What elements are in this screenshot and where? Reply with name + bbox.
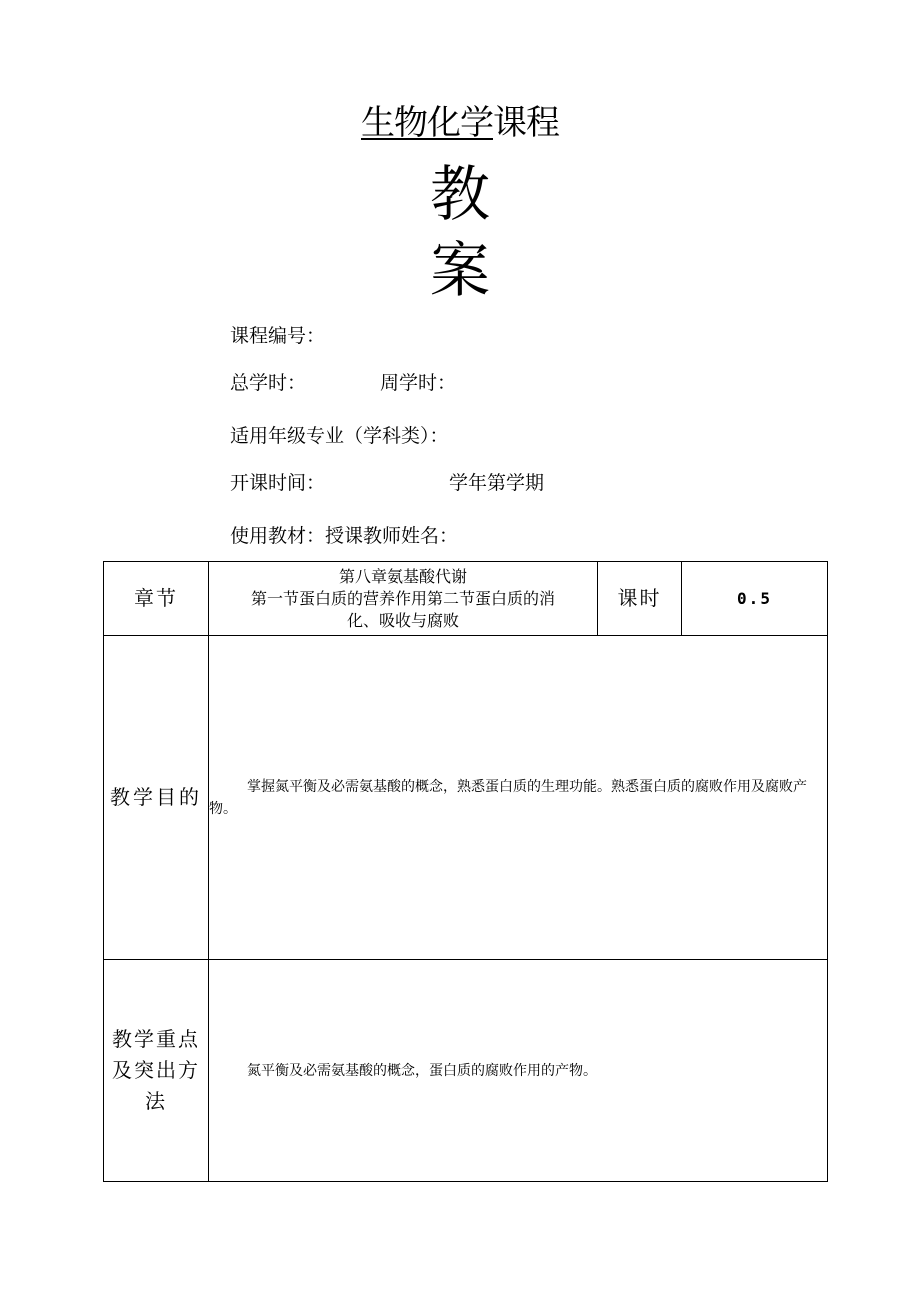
chapter-content xyxy=(209,562,598,636)
chapter-title: 第八章氨基酸代谢 xyxy=(338,566,467,586)
objective-text-cell xyxy=(209,636,828,960)
course-title-suffix: 课程 xyxy=(493,103,559,143)
keypoints-label-line3: 法 xyxy=(145,1089,167,1113)
keypoints-label-line1: 教学重点 xyxy=(112,1027,200,1051)
course-code-label: 课程编号： xyxy=(230,325,326,347)
course-code-line xyxy=(230,323,325,349)
big-title-char-2: 案 xyxy=(430,236,490,306)
textbook-label: 使用教材： xyxy=(230,525,326,547)
lesson-plan-table xyxy=(103,561,828,1182)
keypoints-label-line2: 及突出方 xyxy=(112,1058,200,1082)
chapter-sections-cont: 化、吸收与腐败 xyxy=(346,610,459,630)
hours-line xyxy=(230,370,456,396)
objective-row xyxy=(104,636,828,960)
hours-value: 0.5 xyxy=(682,562,828,636)
keypoints-label xyxy=(104,960,209,1182)
grade-major-line xyxy=(230,423,449,449)
keypoints-text-cell xyxy=(209,960,828,1182)
start-time-label: 开课时间： xyxy=(230,472,326,494)
weekly-hours-label: 周学时： xyxy=(380,372,457,394)
term-label: 学年第学期 xyxy=(449,472,545,494)
chapter-label: 章节 xyxy=(104,562,209,636)
course-title-subject: 生物化学 xyxy=(361,103,493,143)
course-title xyxy=(0,100,920,146)
total-hours-label: 总学时： xyxy=(230,372,307,394)
grade-major-label: 适用年级专业（学科类）： xyxy=(230,425,449,447)
start-time-line xyxy=(230,470,544,496)
chapter-sections: 第一节蛋白质的营养作用第二节蛋白质的消 xyxy=(250,588,555,608)
big-title-char-1: 教 xyxy=(430,160,490,230)
textbook-teacher-line xyxy=(230,523,458,549)
chapter-row xyxy=(104,562,828,636)
keypoints-text: 氮平衡及必需氨基酸的概念，蛋白质的腐败作用的产物。 xyxy=(247,1062,597,1079)
objective-label: 教学目的 xyxy=(104,636,209,960)
hours-label: 课时 xyxy=(598,562,682,636)
teacher-label: 授课教师姓名： xyxy=(325,525,459,547)
keypoints-row xyxy=(104,960,828,1182)
objective-text: 掌握氮平衡及必需氨基酸的概念，熟悉蛋白质的生理功能。熟悉蛋白质的腐败作用及腐败产物。 xyxy=(209,778,807,817)
